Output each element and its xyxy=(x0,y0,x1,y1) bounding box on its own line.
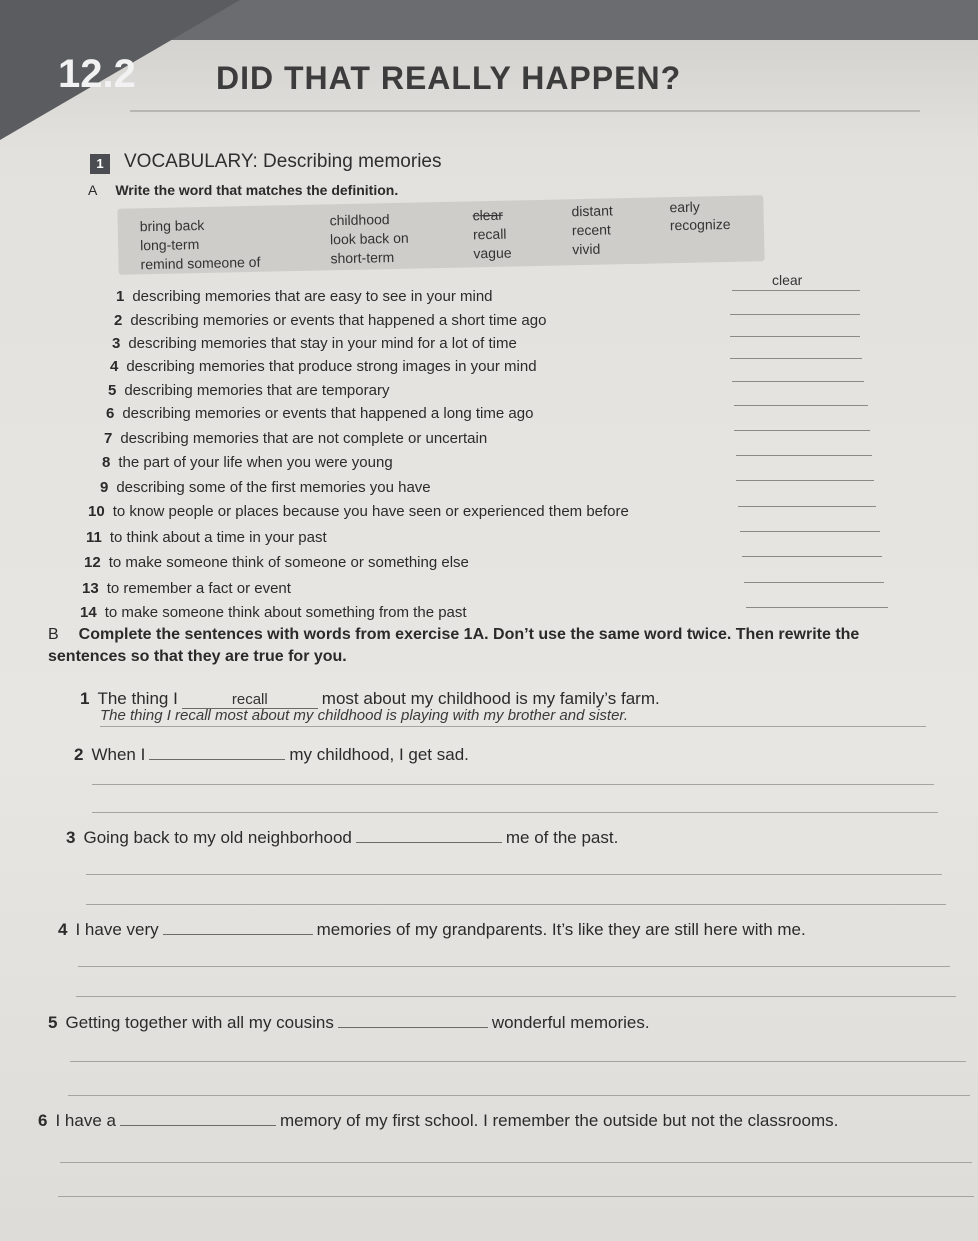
unit-number: 12.2 xyxy=(58,52,136,96)
word-bank-item: recognize xyxy=(669,215,731,234)
writing-line[interactable] xyxy=(92,784,934,785)
definition-text: describing memories that produce strong images in your mind xyxy=(126,358,537,375)
definition-row xyxy=(108,382,389,399)
definition-number: 1 xyxy=(116,288,125,305)
definition-number: 10 xyxy=(88,503,105,520)
definition-text: to think about a time in your past xyxy=(109,529,327,546)
word-bank-item: recent xyxy=(571,221,612,239)
word-bank-item: bring back xyxy=(139,216,205,235)
sentence-number: 6 xyxy=(38,1111,48,1130)
definition-number: 6 xyxy=(106,405,115,422)
sentence-blank[interactable] xyxy=(338,1027,488,1028)
definition-text: describing memories that are easy to see in your mind xyxy=(132,288,493,305)
sentence-before: Getting together with all my cousins xyxy=(65,1013,334,1032)
word-bank-item: clear xyxy=(472,206,504,224)
sentence-blank[interactable] xyxy=(120,1125,276,1126)
title-divider xyxy=(130,110,920,112)
definition-number: 12 xyxy=(84,554,101,571)
writing-line[interactable] xyxy=(100,726,926,727)
writing-line[interactable] xyxy=(86,904,946,905)
unit-title: DID THAT REALLY HAPPEN? xyxy=(216,60,682,96)
answer-line[interactable] xyxy=(730,336,860,337)
sentence-after: wonderful memories. xyxy=(491,1013,650,1032)
writing-line[interactable] xyxy=(92,812,938,813)
sentence-before: I have a xyxy=(55,1111,116,1130)
definition-row xyxy=(86,529,327,546)
sentence-5 xyxy=(48,1013,650,1033)
definition-row xyxy=(80,604,467,621)
word-bank-item: vague xyxy=(473,244,512,262)
sentence-number: 1 xyxy=(80,689,90,708)
definition-text: describing memories that are not complete or uncertain xyxy=(120,430,488,447)
definition-text: describing some of the first memories you have xyxy=(116,479,431,496)
answer-line[interactable] xyxy=(736,455,872,456)
definition-number: 13 xyxy=(82,580,99,597)
answer-line[interactable] xyxy=(742,556,882,557)
section-title: VOCABULARY: Describing memories xyxy=(124,151,442,172)
answer-line[interactable] xyxy=(730,358,862,359)
writing-line[interactable] xyxy=(60,1162,972,1163)
sentence-number: 3 xyxy=(66,828,76,847)
definition-text: the part of your life when you were young xyxy=(118,454,393,471)
definition-row xyxy=(112,335,517,352)
word-bank-item: remind someone of xyxy=(140,253,261,273)
answer-line[interactable] xyxy=(732,381,864,382)
answer-line[interactable] xyxy=(744,582,884,583)
definition-row xyxy=(100,479,431,496)
definition-text: to make someone think of someone or something else xyxy=(108,554,469,571)
sentence-number: 5 xyxy=(48,1013,58,1032)
sentence-2 xyxy=(74,745,469,765)
sentence-blank[interactable] xyxy=(163,934,313,935)
definition-number: 14 xyxy=(80,604,97,621)
word-bank-item: childhood xyxy=(329,211,390,229)
word-bank-item: recall xyxy=(472,225,507,243)
sentence-before: Going back to my old neighborhood xyxy=(83,828,352,847)
answer-line[interactable] xyxy=(738,506,876,507)
answer-1[interactable]: clear xyxy=(772,272,803,288)
sentence-after: me of the past. xyxy=(505,828,619,847)
definition-number: 9 xyxy=(100,479,109,496)
word-bank xyxy=(117,195,764,275)
definition-number: 2 xyxy=(114,312,123,329)
word-bank-item: short-term xyxy=(330,248,395,267)
definition-row xyxy=(114,312,546,329)
definition-text: describing memories that stay in your mind for a lot of time xyxy=(128,335,517,352)
definition-text: describing memories that are temporary xyxy=(124,382,390,399)
sentence-blank[interactable] xyxy=(149,759,285,760)
exercise-b-letter: B xyxy=(48,626,59,643)
sentence-blank[interactable] xyxy=(356,842,502,843)
writing-line[interactable] xyxy=(68,1095,970,1096)
answer-line[interactable] xyxy=(746,607,888,608)
exercise-a-letter: A xyxy=(88,182,98,198)
sentence-blank[interactable]: recall xyxy=(182,691,318,709)
word-bank-item: early xyxy=(669,198,700,216)
sentence-after: memory of my first school. I remember the outside but not the classrooms. xyxy=(279,1111,839,1130)
definition-text: to know people or places because you have seen or experienced them before xyxy=(112,503,629,520)
sentence-6 xyxy=(38,1111,838,1131)
sentence-after: most about my childhood is my family’s farm. xyxy=(321,689,660,708)
sentence-after: memories of my grandparents. It’s like they are still here with me. xyxy=(316,920,806,939)
answer-line[interactable] xyxy=(730,314,860,315)
definition-row xyxy=(102,454,393,471)
sentence-before: I have very xyxy=(75,920,159,939)
sentence-before: The thing I xyxy=(97,689,178,708)
answer-line[interactable] xyxy=(736,480,874,481)
definition-row xyxy=(106,405,533,422)
sentence-after: my childhood, I get sad. xyxy=(289,745,469,764)
definition-number: 5 xyxy=(108,382,117,399)
writing-line[interactable] xyxy=(78,966,950,967)
definition-number: 11 xyxy=(86,529,102,546)
sentence-before: When I xyxy=(91,745,146,764)
definition-number: 7 xyxy=(104,430,113,447)
exercise-a-instruction xyxy=(88,182,398,198)
answer-line[interactable] xyxy=(734,430,870,431)
answer-line[interactable] xyxy=(734,405,868,406)
writing-line[interactable] xyxy=(86,874,942,875)
definition-number: 3 xyxy=(112,335,121,352)
section-number-badge: 1 xyxy=(90,154,110,174)
word-bank-item: vivid xyxy=(572,240,601,258)
definition-row xyxy=(104,430,487,447)
answer-line[interactable] xyxy=(740,531,880,532)
definition-number: 4 xyxy=(110,358,119,375)
definition-row xyxy=(88,503,629,520)
answer-line[interactable] xyxy=(732,290,860,291)
definition-row xyxy=(84,554,469,571)
writing-line[interactable] xyxy=(70,1061,966,1062)
word-bank-item: look back on xyxy=(329,229,409,248)
definition-number: 8 xyxy=(102,454,111,471)
exercise-b-instruction-text: Complete the sentences with words from exercise 1A. Don’t use the same word twice. Then rewrite the sentences so that they are true for you. xyxy=(48,626,860,665)
sentence-number: 2 xyxy=(74,745,84,764)
sentence-3 xyxy=(66,828,618,848)
definition-text: describing memories or events that happened a long time ago xyxy=(122,405,534,422)
sentence-1 xyxy=(80,689,660,709)
definition-row xyxy=(110,358,537,375)
exercise-a-instruction-text: Write the word that matches the definition. xyxy=(115,182,399,198)
writing-line[interactable] xyxy=(76,996,956,997)
definition-row xyxy=(116,288,493,305)
exercise-b-instruction xyxy=(48,624,908,668)
definition-row xyxy=(82,580,291,597)
example-answer: The thing I recall most about my childhood is playing with my brother and sister. xyxy=(100,707,629,724)
definition-text: to remember a fact or event xyxy=(106,580,291,597)
word-bank-item: distant xyxy=(571,202,613,220)
sentence-number: 4 xyxy=(58,920,68,939)
writing-line[interactable] xyxy=(58,1196,974,1197)
word-bank-item: long-term xyxy=(139,236,200,254)
definition-text: to make someone think about something from the past xyxy=(104,604,467,621)
definition-text: describing memories or events that happened a short time ago xyxy=(130,312,547,329)
sentence-4 xyxy=(58,920,806,940)
